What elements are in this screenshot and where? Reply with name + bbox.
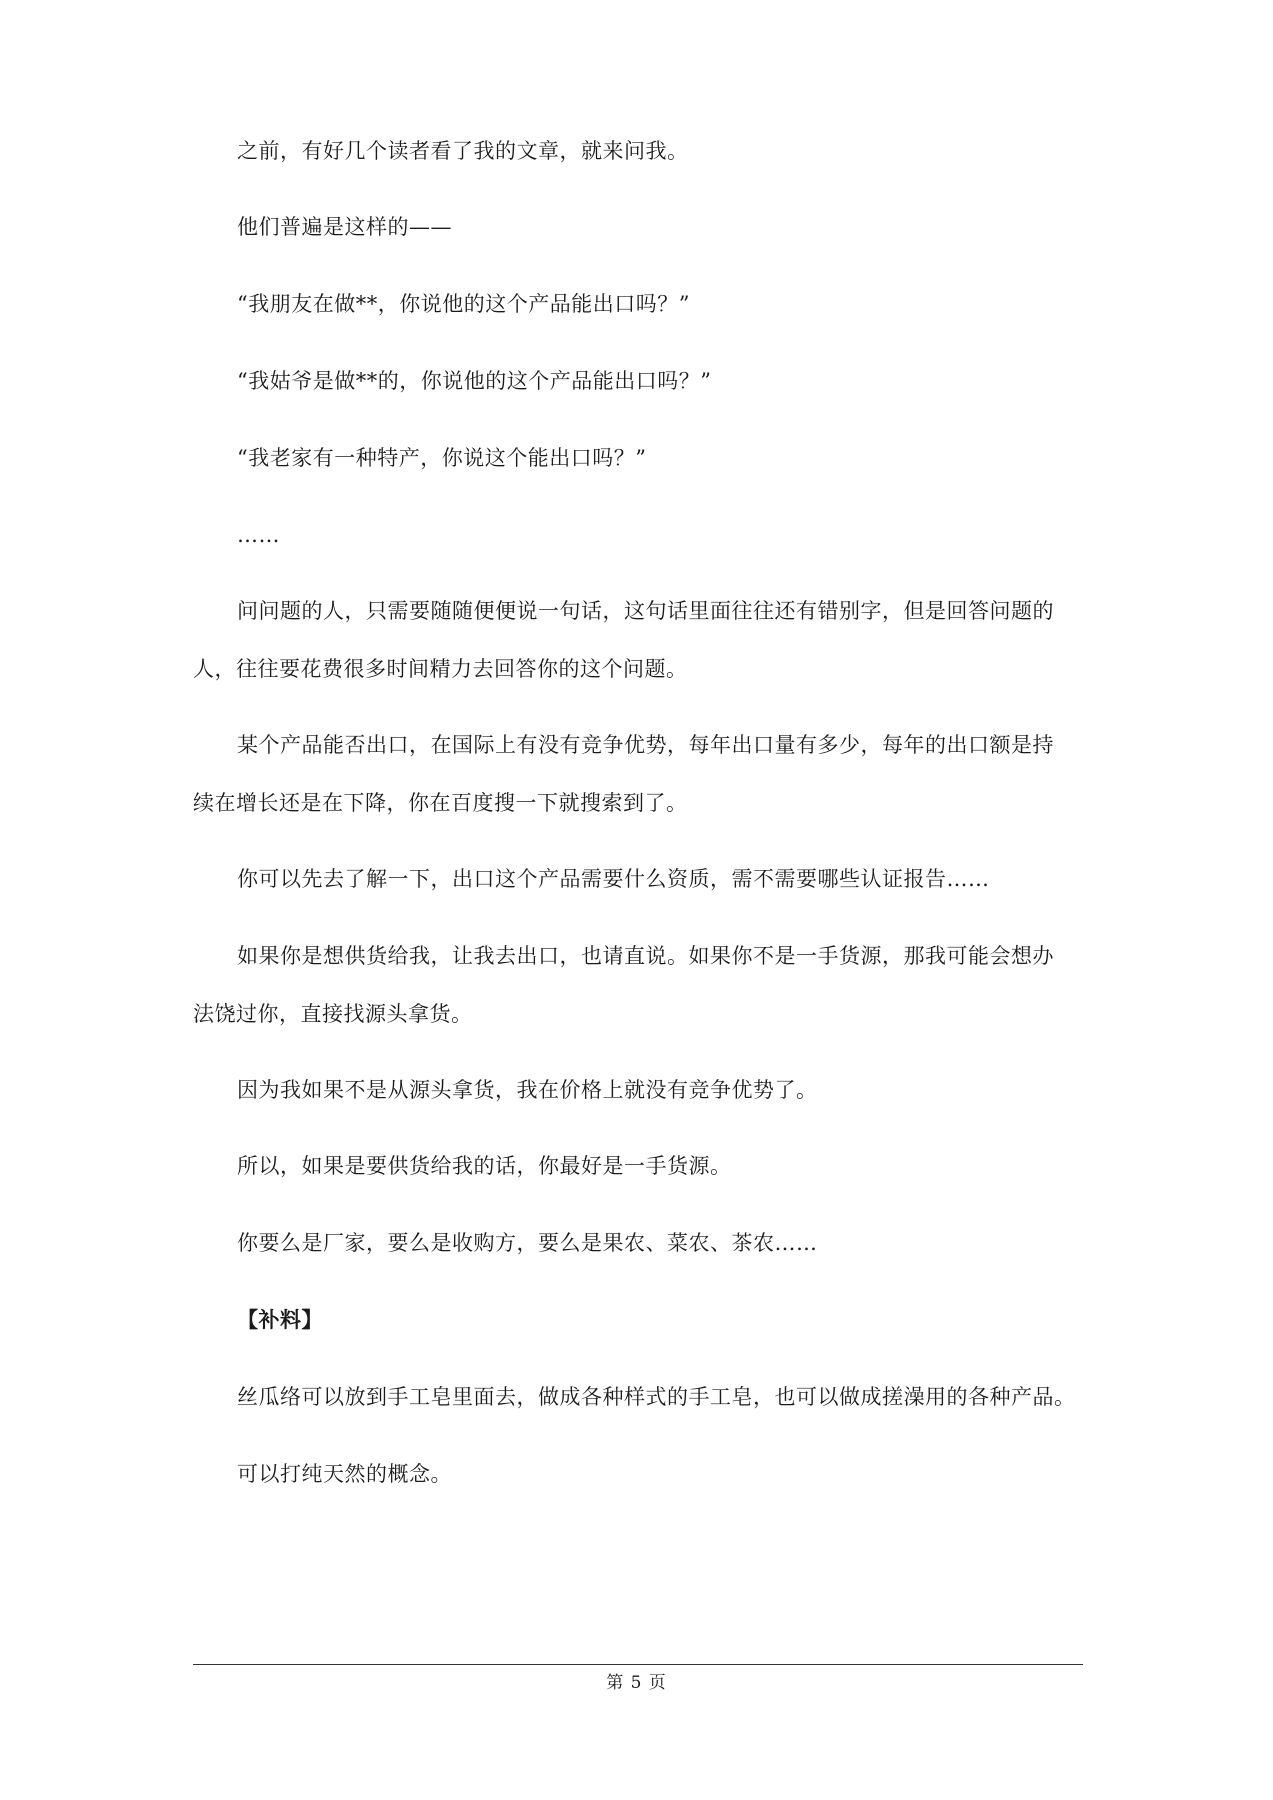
paragraph: 问问题的人，只需要随随便便说一句话，这句话里面往往还有错别字，但是回答问题的 人，往往要花费很多时间精力去回答你的这个问题。	[193, 599, 1054, 681]
paragraph: “我朋友在做**，你说他的这个产品能出口吗？”	[237, 292, 690, 316]
paragraph: 所以，如果是要供货给我的话，你最好是一手货源。	[237, 1154, 732, 1178]
paragraph: 他们普遍是这样的——	[237, 215, 452, 239]
paragraph: 因为我如果不是从源头拿货，我在价格上就没有竞争优势了。	[237, 1078, 818, 1102]
paragraph: “我老家有一种特产，你说这个能出口吗？”	[237, 446, 647, 470]
footer-divider	[193, 1664, 1083, 1665]
paragraph: 可以打纯天然的概念。	[237, 1462, 452, 1486]
paragraph: 你要么是厂家，要么是收购方，要么是果农、菜农、茶农……	[237, 1231, 818, 1255]
page-number: 第 5 页	[606, 1673, 667, 1693]
paragraph: 你可以先去了解一下，出口这个产品需要什么资质，需不需要哪些认证报告……	[237, 867, 990, 891]
section-heading: 【补料】	[237, 1307, 323, 1332]
paragraph: “我姑爷是做**的，你说他的这个产品能出口吗？”	[237, 369, 712, 393]
paragraph: 丝瓜络可以放到手工皂里面去，做成各种样式的手工皂，也可以做成搓澡用的各种产品。	[237, 1385, 1076, 1409]
paragraph: 某个产品能否出口，在国际上有没有竞争优势，每年出口量有多少，每年的出口额是持 续在增长还是在下降，你在百度搜一下就搜索到了。	[193, 733, 1054, 815]
paragraph: 之前，有好几个读者看了我的文章，就来问我。	[237, 139, 689, 163]
paragraph: ……	[237, 523, 280, 547]
paragraph: 如果你是想供货给我，让我去出口，也请直说。如果你不是一手货源，那我可能会想办 法饶过你，直接找源头拿货。	[193, 944, 1054, 1026]
